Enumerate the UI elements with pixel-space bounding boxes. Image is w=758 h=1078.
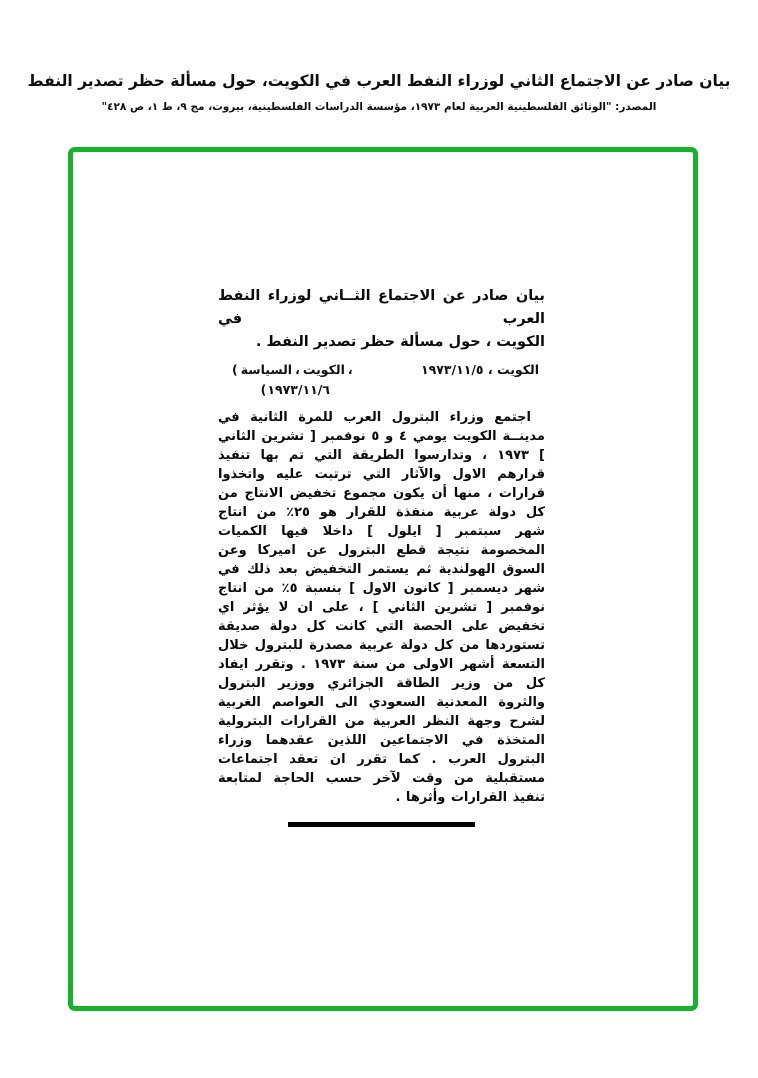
page-title: بيان صادر عن الاجتماع الثاني لوزراء النفط العرب في الكويت، حول مسألة حظر تصدير النفط <box>27 72 731 90</box>
document-title-line1: بيان صادر عن الاجتماع الثــاني لوزراء النفط العرب في <box>218 288 545 327</box>
document-frame <box>68 147 698 1011</box>
document-title <box>218 285 545 354</box>
dateline-row <box>218 360 545 400</box>
newspaper-reference <box>232 360 353 400</box>
city-name: الكويت <box>302 362 345 377</box>
document-title-line2: الكويت ، حول مسألة حظر تصدير النفط . <box>255 334 545 350</box>
open-paren: ( <box>260 382 267 397</box>
newspaper-reference-line1 <box>232 360 353 380</box>
comma: ، <box>347 362 353 377</box>
place-date: الكويت ، ١٩٧٣/١١/٥ <box>420 362 539 377</box>
newspaper-reference-line2 <box>238 380 353 400</box>
document-scan <box>218 285 545 827</box>
end-rule-divider <box>288 822 475 827</box>
reference-date: ١٩٧٣/١١/٦ <box>267 382 330 397</box>
source-citation: المصدر: "الوثائق الفلسطينية العربية لعام ١٩٧٣، مؤسسة الدراسات الفلسطينية، بيروت، مج ٩، ط ١، ص ٤٢٨" <box>101 101 657 113</box>
open-paren: ( <box>232 362 238 377</box>
newspaper-name: السياسة <box>240 362 293 377</box>
document-body: اجتمع وزراء البترول العرب للمرة الثانية في مدينــة الكويت يومي ٤ و ٥ نوفمبر [ تشرين الثاني ] ١٩٧٣ ، وتدارسوا الطريقة التي تم بها تنفيذ قرارهم الاول والآثار التي ترتبت عليه واتخذوا قرارات ، منها أن يكون مجموع تخفيض الانتاج من كل دولة عربية منفذة للقرار هو ٢٥٪ من انتاج شهر سبتمبر [ ايلول ] داخلا فيها الكميات المخصومة نتيجة قطع البترول عن اميركا وعن السوق الهولندية ثم يستمر التخفيض بعد ذلك في شهر ديسمبر [ كانون الاول ] بنسبة ٥٪ من انتاج نوفمبر [ تشرين الثاني ] ، على ان لا يؤثر اي تخفيض على الحصة التي كانت كل دولة صديقة تستوردها من كل دولة عربية مصدرة للبترول خلال التسعة أشهر الاولى من سنة ١٩٧٣ . وتقرر ايفاد كل من وزير الطاقة الجزائري ووزير البترول والثروة المعدنية السعودي الى العواصم الغربية لشرح وجهة النظر العربية من القرارات البترولية المتخذة في الاجتماعين اللذين عقدهما وزراء البترول العرب . كما تقرر ان تعقد اجتماعات مستقبلية من وقت لآخر حسب الحاجة لمتابعة تنفيذ القرارات وأثرها . <box>218 410 546 805</box>
comma: ، <box>295 362 300 377</box>
